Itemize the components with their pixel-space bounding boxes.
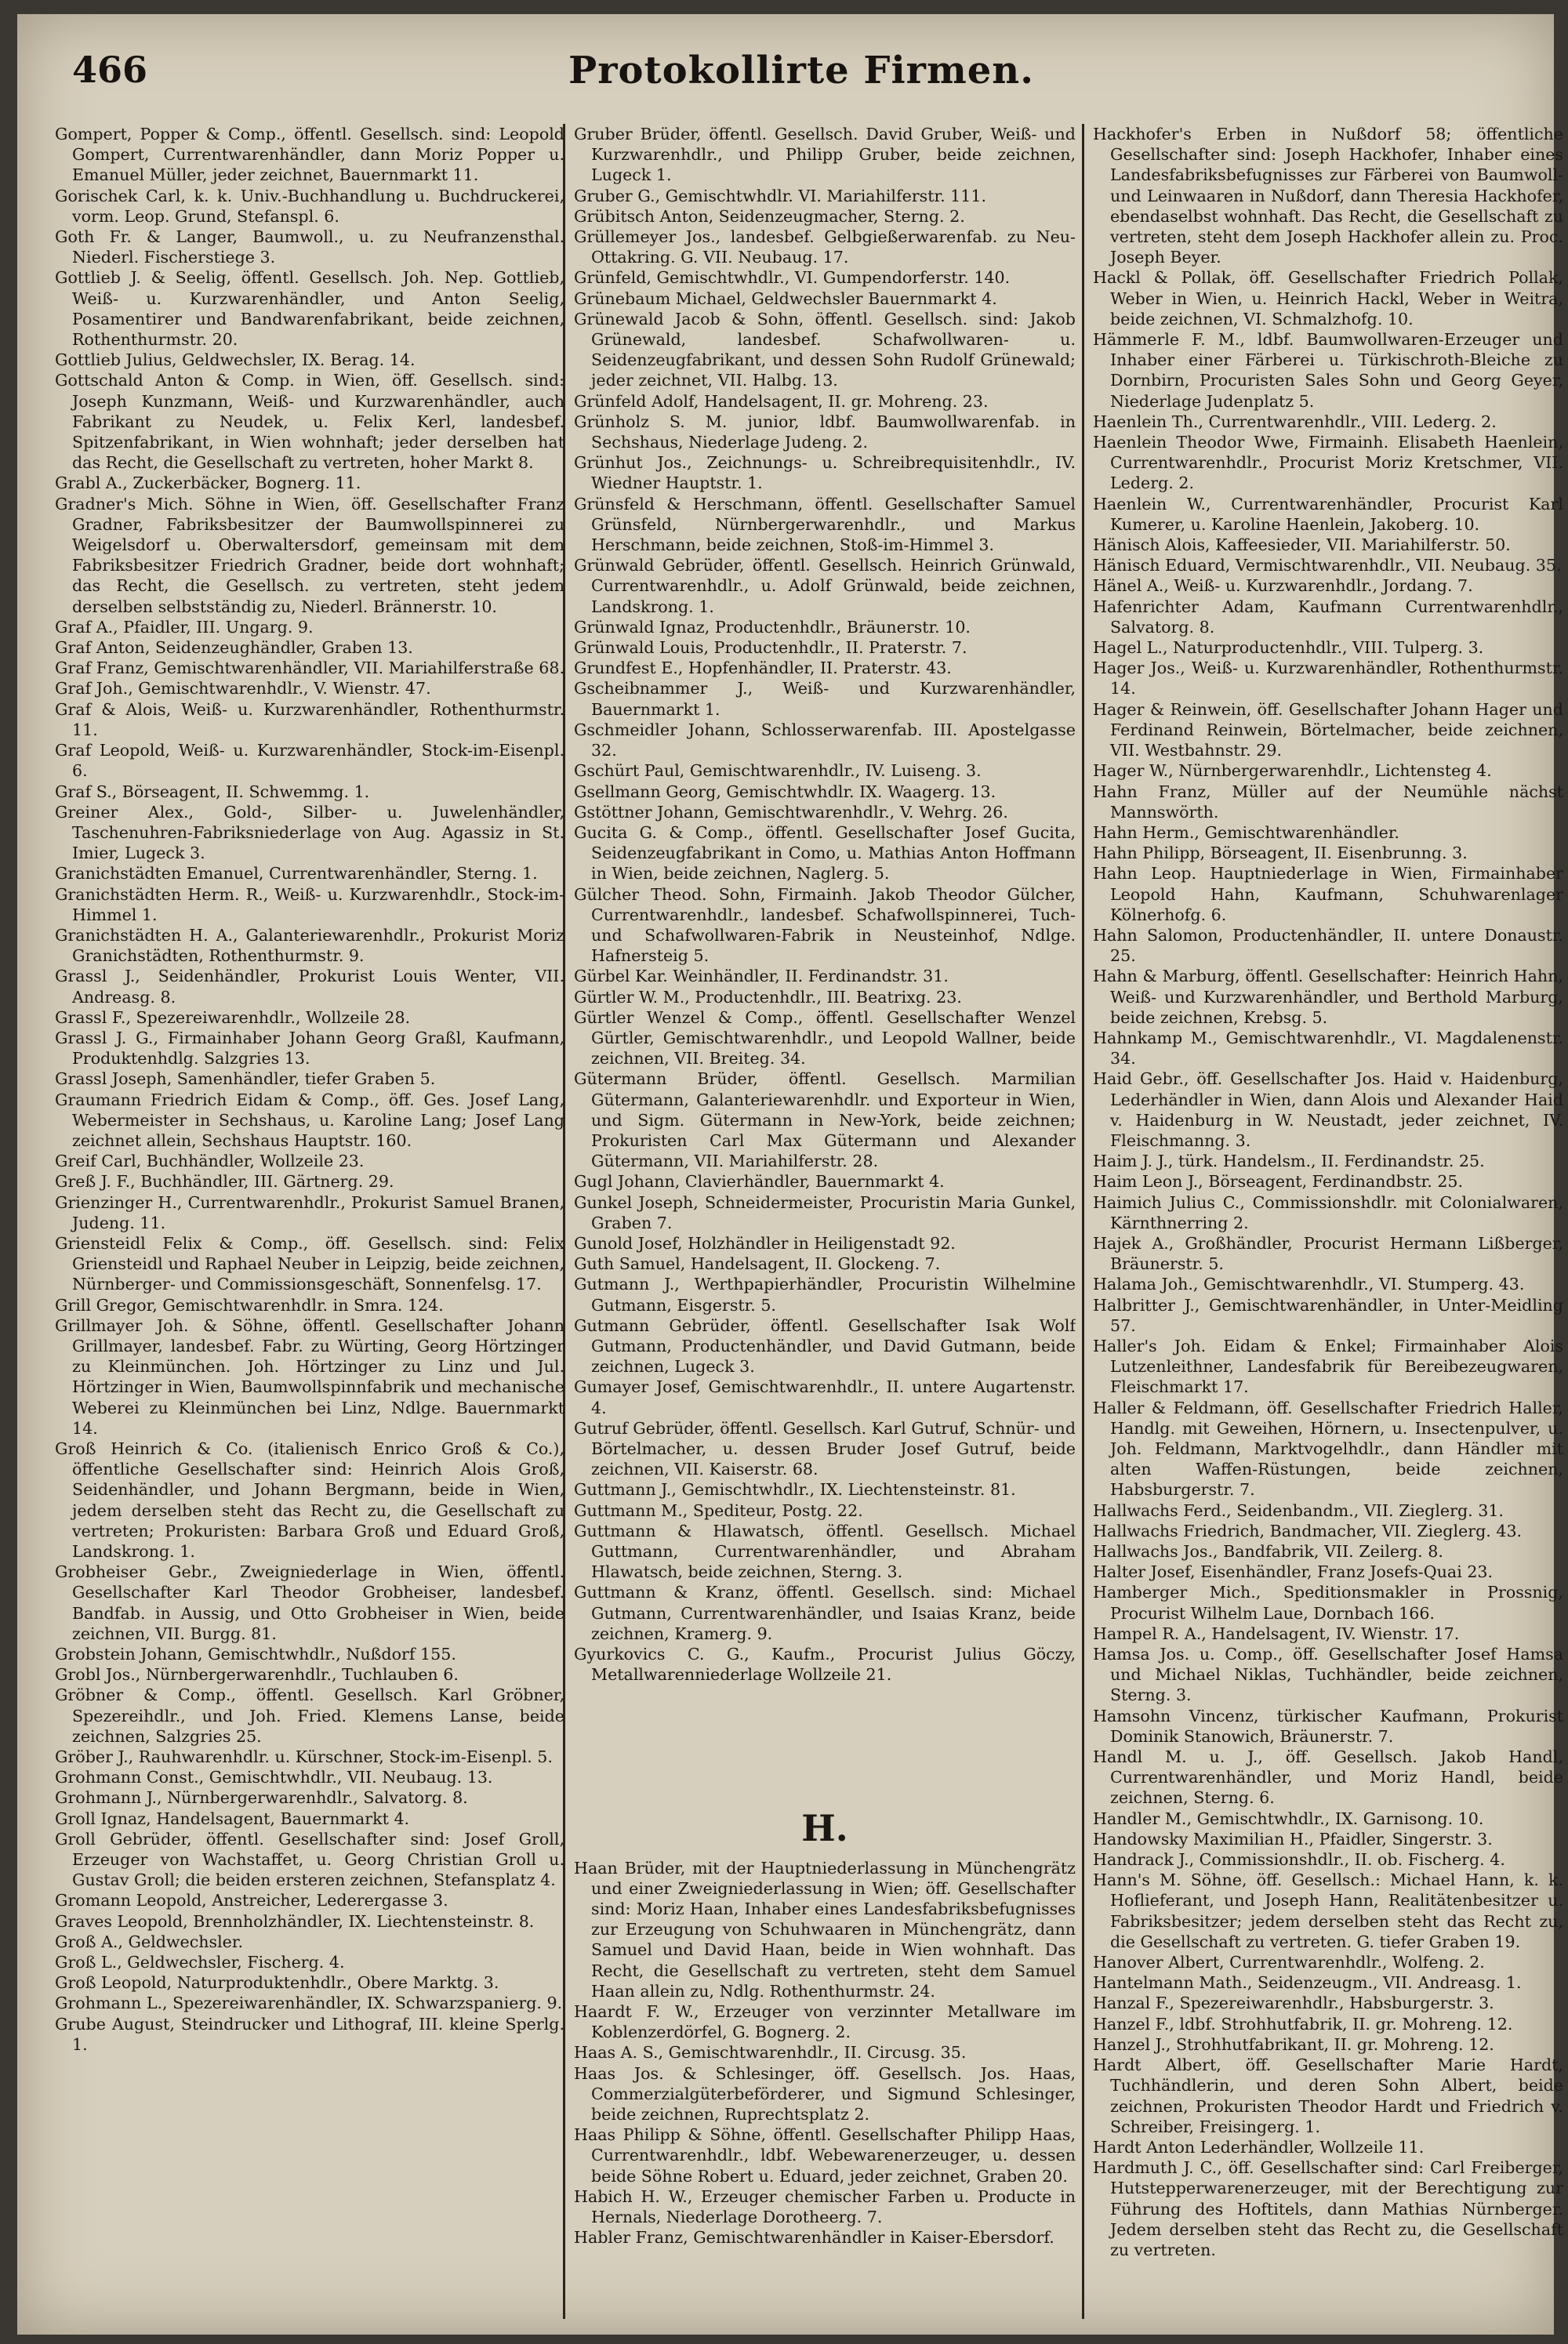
directory-entry: Groß Leopold, Naturproduktenhdlr., Obere Marktg. 3.: [55, 1973, 499, 1993]
column-left: [55, 124, 564, 2319]
directory-entry: Gürtler Wenzel & Comp., öffentl. Gesellschafter Wenzel Gürtler, Gemischtwarenhdlr., und Leopold Wallner, beide zeichnen, VII. Breiteg. 34.: [574, 1007, 1076, 1069]
directory-entry: Hahn Leop. Hauptniederlage in Wien, Firmainhaber Leopold Hahn, Kaufmann, Schuhwarenlager Kölnerhofg. 6.: [1093, 864, 1563, 924]
directory-entry: Granichstädten Herm. R., Weiß- u. Kurzwarenhdlr., Stock-im-Himmel 1.: [55, 884, 564, 924]
directory-entry: Gröbner & Comp., öffentl. Gesellsch. Karl Gröbner, Spezereihdlr., und Joh. Fried. Klemens Lanse, beide zeichnen, Salzgries 25.: [55, 1685, 564, 1746]
directory-entry: Grünewald Jacob & Sohn, öffentl. Gesellsch. sind: Jakob Grünewald, landesbef. Schafwollwaren- u. Seidenzeugfabrikant, und dessen Sohn Rudolf Grünewald; jeder zeichnet, VII. Halbg. 13.: [574, 309, 1076, 390]
directory-entry: Haimich Julius C., Commissionshdlr. mit Colonialwaren, Kärnthnerring 2.: [1093, 1192, 1563, 1232]
directory-entry: Gottschald Anton & Comp. in Wien, öff. Gesellsch. sind: Joseph Kunzmann, Weiß- und Kurzwarenhändler, auch Fabrikant zu Neudek, u. Felix Kerl, landesbef. Spitzenfabrikant, in Wien wohnhaft; jeder derselben hat das Recht, die Gesellschaft zu vertreten, hoher Markt 8.: [55, 371, 564, 473]
directory-entry: Hager & Reinwein, öff. Gesellschafter Johann Hager und Ferdinand Reinwein, Börtelmacher, beide zeichnen, VII. Westbahnstr. 29.: [1093, 699, 1563, 760]
directory-entry: Greß J. F., Buchhändler, III. Gärtnerg. 29.: [55, 1172, 394, 1192]
directory-entry: Hänisch Eduard, Vermischtwarenhdlr., VII. Neubaug. 35.: [1093, 556, 1562, 575]
directory-entry: Graf Leopold, Weiß- u. Kurzwarenhändler, Stock-im-Eisenpl. 6.: [55, 741, 564, 781]
directory-entry: Groß Heinrich & Co. (italienisch Enrico Groß & Co.), öffentliche Gesellschafter sind: Heinrich Alois Groß, Seidenhändler, und Johann Bergmann, beide in Wien, jedem derselben steht das Recht zu, die Gesellschaft zu vertreten; Prokuristen: Barbara Groß und Eduard Groß, Landskrong. 1.: [55, 1439, 564, 1562]
directory-entry: Guttmann & Hlawatsch, öffentl. Gesellsch. Michael Guttmann, Currentwarenhändler, und Abraham Hlawatsch, beide zeichnen, Sterng. 3.: [574, 1521, 1076, 1582]
directory-entry: Hackl & Pollak, öff. Gesellschafter Friedrich Pollak, Weber in Wien, u. Heinrich Hackl, Weber in Weitra, beide zeichnen, VI. Schmalzhofg. 10.: [1093, 268, 1563, 328]
directory-entry: Hamberger Mich., Speditionsmakler in Prossnig, Procurist Wilhelm Laue, Dornbach 166.: [1093, 1583, 1563, 1623]
directory-entry: Hamsa Jos. u. Comp., öff. Gesellschafter Josef Hamsa und Michael Niklas, Tuchhändler, beide zeichnen, Sterng. 3.: [1093, 1645, 1563, 1705]
directory-entry: Hallwachs Jos., Bandfabrik, VII. Zeilerg. 8.: [1093, 1542, 1443, 1562]
directory-entry: Guttmann J., Gemischtwhdlr., IX. Liechtensteinstr. 81.: [574, 1480, 1016, 1500]
directory-entry: Grohmann L., Spezereiwarenhändler, IX. Schwarzspanierg. 9.: [55, 1994, 563, 2013]
directory-entry: Hafenrichter Adam, Kaufmann Currentwarenhdlr., Salvatorg. 8.: [1093, 597, 1563, 637]
directory-entry: Gütermann Brüder, öffentl. Gesellsch. Marmilian Gütermann, Galanteriewarenhdlr. und Exporteur in Wien, und Sigm. Gütermann in New-York, beide zeichnen; Prokuristen Carl Max Gütermann und Alexander Gütermann, VII. Mariahilferstr. 28.: [574, 1069, 1076, 1171]
directory-entry: Gruber Brüder, öffentl. Gesellsch. David Gruber, Weiß- und Kurzwarenhdlr., und Philipp Gruber, beide zeichnen, Lugeck 1.: [574, 125, 1076, 185]
directory-entry: Groll Ignaz, Handelsagent, Bauernmarkt 4.: [55, 1809, 410, 1828]
directory-entry: Hahn Philipp, Börseagent, II. Eisenbrunng. 3.: [1093, 844, 1468, 863]
directory-entry: Grill Gregor, Gemischtwarenhdlr. in Smra. 124.: [55, 1295, 444, 1315]
section-heading: H.: [801, 1807, 848, 1850]
directory-entry: Grünfeld Adolf, Handelsagent, II. gr. Mohreng. 23.: [574, 391, 989, 411]
directory-entry: Hann's M. Söhne, öff. Gesellsch.: Michael Hann, k. k. Hoflieferant, und Joseph Hann, Realitätenbesitzer u. Fabriksbesitzer; jedem derselben steht das Recht zu, die Gesellschaft zu vertreten. G. tiefer Graben 19.: [1093, 1870, 1563, 1951]
directory-entry: Hardmuth J. C., öff. Gesellschafter sind: Carl Freiberger, Hutstepperwarenerzeuger, mit der Berechtigung zur Führung des Hoftitels, dann Mathias Nürnberger. Jedem derselben steht das Recht zu, die Gesellschaft zu vertreten.: [1093, 2158, 1563, 2259]
directory-entry: Gottlieb Julius, Geldwechsler, IX. Berag. 14.: [55, 350, 416, 370]
directory-entry: Gürtler W. M., Productenhdlr., III. Beatrixg. 23.: [574, 987, 962, 1007]
directory-entry: Gottlieb J. & Seelig, öffentl. Gesellsch. Joh. Nep. Gottlieb, Weiß- u. Kurzwarenhändler, und Anton Seelig, Posamentirer und Bandwarenfabrikant, beide zeichnen, Rothenthurmstr. 20.: [55, 268, 564, 350]
directory-entry: Gunkel Joseph, Schneidermeister, Procuristin Maria Gunkel, Graben 7.: [574, 1192, 1076, 1232]
directory-entry: Hardt Albert, öff. Gesellschafter Marie Hardt, Tuchhändlerin, und deren Sohn Albert, beide zeichnen, Prokuristen Theodor Hardt und Friedrich v. Schreiber, Freisingerg. 1.: [1093, 2056, 1563, 2136]
directory-entry: Hallwachs Ferd., Seidenbandm., VII. Zieglerg. 31.: [1093, 1500, 1504, 1520]
page-number: 466: [72, 49, 148, 91]
directory-entry: Handowsky Maximilian H., Pfaidler, Singerstr. 3.: [1093, 1829, 1493, 1849]
directory-entry: Grillmayer Joh. & Söhne, öffentl. Gesellschafter Johann Grillmayer, landesbef. Fabr. zu Würting, Georg Hörtzinger zu Kleinmünchen. Joh. Hörtzinger zu Linz und Jul. Hörtzinger in Wien, Baumwollspinnfabrik und mechanische Weberei zu Kleinmünchen bei Linz, Ndlge. Bauernmarkt 14.: [55, 1315, 564, 1438]
directory-entry: Grünsfeld & Herschmann, öffentl. Gesellschafter Samuel Grünsfeld, Nürnbergerwarenhdlr., und Markus Herschmann, beide zeichnen, Stoß-im-Himmel 3.: [574, 494, 1076, 555]
directory-entry: Guth Samuel, Handelsagent, II. Glockeng. 7.: [574, 1254, 941, 1274]
directory-entry: Greif Carl, Buchhändler, Wollzeile 23.: [55, 1152, 365, 1171]
directory-entry: Granichstädten H. A., Galanteriewarenhdlr., Prokurist Moriz Granichstädten, Rothenthurmstr. 9.: [55, 925, 564, 966]
directory-entry: Hanover Albert, Currentwarenhdlr., Wolfeng. 2.: [1093, 1953, 1485, 1972]
directory-entry: Graves Leopold, Brennholzhändler, IX. Liechtensteinstr. 8.: [55, 1911, 535, 1931]
directory-entry: Haenlein Theodor Wwe, Firmainh. Elisabeth Haenlein, Currentwarenhdlr., Procurist Moriz Kretschmer, VII. Lederg. 2.: [1093, 433, 1563, 493]
directory-entry: Gucita G. & Comp., öffentl. Gesellschafter Josef Gucita, Seidenzeugfabrikant in Como, u. Mathias Anton Hoffmann in Wien, beide zeichnen, Naglerg. 5.: [574, 822, 1076, 884]
directory-entry: Gruber G., Gemischtwhdlr. VI. Mariahilferstr. 111.: [574, 186, 987, 205]
directory-entry: Gürbel Kar. Weinhändler, II. Ferdinandstr. 31.: [574, 967, 949, 986]
directory-entry: Groß L., Geldwechsler, Fischerg. 4.: [55, 1953, 345, 1972]
directory-entry: Grobl Jos., Nürnbergerwarenhdlr., Tuchlauben 6.: [55, 1665, 459, 1685]
directory-entry: Graf Franz, Gemischtwarenhändler, VII. Mariahilferstraße 68.: [55, 659, 564, 678]
directory-entry: Haim Leon J., Börseagent, Ferdinandbstr. 25.: [1093, 1172, 1464, 1192]
directory-entry: Graf & Alois, Weiß- u. Kurzwarenhändler, Rothenthurmstr. 11.: [55, 699, 564, 739]
directory-entry: Hahn Salomon, Productenhändler, II. untere Donaustr. 25.: [1093, 925, 1563, 966]
directory-entry: Hallwachs Friedrich, Bandmacher, VII. Zieglerg. 43.: [1093, 1521, 1523, 1540]
directory-entry: Gschürt Paul, Gemischtwarenhdlr., IV. Luiseng. 3.: [574, 761, 982, 781]
directory-entry: Gorischek Carl, k. k. Univ.-Buchhandlung u. Buchdruckerei, vorm. Leop. Grund, Stefanspl. 6.: [55, 186, 564, 226]
directory-entry: Habler Franz, Gemischtwarenhändler in Kaiser-Ebersdorf.: [574, 2228, 1054, 2248]
directory-entry: Groll Gebrüder, öffentl. Gesellschafter sind: Josef Groll, Erzeuger von Wachstaffet, u. Georg Christian Groll u. Gustav Groll; die beiden ersteren zeichnen, Stefansplatz 4.: [55, 1829, 564, 1890]
directory-entry: Hagel L., Naturproductenhdlr., VIII. Tulperg. 3.: [1093, 638, 1484, 658]
directory-entry: Grünfeld, Gemischtwhdlr., VI. Gumpendorferstr. 140.: [574, 268, 1011, 288]
directory-entry: Grassl J. G., Firmainhaber Johann Georg Graßl, Kaufmann, Produktenhdlg. Salzgries 13.: [55, 1028, 564, 1069]
directory-entry: Grube August, Steindrucker und Lithograf, III. kleine Sperlg. 1.: [55, 2014, 564, 2054]
directory-entry: Hahn Herm., Gemischtwarenhändler.: [1093, 822, 1399, 842]
directory-entry: Grienzinger H., Currentwarenhdlr., Prokurist Samuel Branen, Judeng. 11.: [55, 1192, 564, 1232]
directory-entry: Gutruf Gebrüder, öffentl. Gesellsch. Karl Gutruf, Schnür- und Börtelmacher, u. dessen Bruder Josef Gutruf, beide zeichnen, VII. Kaiserstr. 68.: [574, 1418, 1076, 1479]
directory-entry: Gugl Johann, Clavierhändler, Bauernmarkt 4.: [574, 1172, 945, 1192]
directory-entry: Hahn & Marburg, öffentl. Gesellschafter: Heinrich Hahn, Weiß- und Kurzwarenhändler, und Berthold Marburg, beide zeichnen, Krebsg. 5.: [1093, 967, 1563, 1027]
directory-entry: Hajek A., Großhändler, Procurist Hermann Lißberger, Bräunerstr. 5.: [1093, 1233, 1563, 1274]
directory-entry: Grünebaum Michael, Geldwechsler Bauernmarkt 4.: [574, 288, 997, 308]
directory-entry: Haas Jos. & Schlesinger, öff. Gesellsch. Jos. Haas, Commerzialgüterbeförderer, und Sigmund Schlesinger, beide zeichnen, Ruprechtsplatz 2.: [574, 2063, 1076, 2124]
directory-entry: Halama Joh., Gemischtwarenhdlr., VI. Stumperg. 43.: [1093, 1275, 1525, 1294]
directory-entry: Graf Joh., Gemischtwarenhdlr., V. Wienstr. 47.: [55, 679, 431, 698]
directory-entry: Gscheibnammer J., Weiß- und Kurzwarenhändler, Bauernmarkt 1.: [574, 679, 1076, 719]
directory-page: [17, 14, 1563, 2335]
directory-entry: Grüllemeyer Jos., landesbef. Gelbgießerwarenfab. zu Neu-Ottakring. G. VII. Neubaug. 17.: [574, 227, 1076, 267]
page-header: [56, 38, 1546, 100]
directory-entry: Gröber J., Rauhwarenhdlr. u. Kürschner, Stock-im-Eisenpl. 5.: [55, 1747, 553, 1767]
directory-entry: Grundfest E., Hopfenhändler, II. Praterstr. 43.: [574, 659, 952, 678]
directory-entry: Handrack J., Commissionshdlr., II. ob. Fischerg. 4.: [1093, 1850, 1505, 1870]
directory-entry: Grünwald Gebrüder, öffentl. Gesellsch. Heinrich Grünwald, Currentwarenhdlr., u. Adolf Grünwald, beide zeichnen, Landskrong. 1.: [574, 556, 1076, 616]
directory-entry: Gülcher Theod. Sohn, Firmainh. Jakob Theodor Gülcher, Currentwarenhdlr., landesbef. Schafwollspinnerei, Tuch- und Schafwollwaren-Fabrik in Neusteinhof, Ndlge. Hafnersteig 5.: [574, 884, 1076, 966]
directory-entry: Gutmann J., Werthpapierhändler, Procuristin Wilhelmine Gutmann, Eisgerstr. 5.: [574, 1275, 1076, 1315]
directory-entry: Hahnkamp M., Gemischtwarenhdlr., VI. Magdalenenstr. 34.: [1093, 1028, 1563, 1069]
directory-entry: Graf A., Pfaidler, III. Ungarg. 9.: [55, 617, 314, 637]
directory-entry: Gunold Josef, Holzhändler in Heiligenstadt 92.: [574, 1233, 956, 1253]
directory-entry: Hanzel J., Strohhutfabrikant, II. gr. Mohreng. 12.: [1093, 2034, 1494, 2054]
directory-entry: Hager Jos., Weiß- u. Kurzwarenhändler, Rothenthurmstr. 14.: [1093, 659, 1563, 698]
directory-entry: Greiner Alex., Gold-, Silber- u. Juwelenhändler, Taschenuhren-Fabriksniederlage von Aug. Agassiz in St. Imier, Lugeck 3.: [55, 802, 564, 863]
directory-entry: Halter Josef, Eisenhändler, Franz Josefs-Quai 23.: [1093, 1562, 1494, 1582]
column-right: [1093, 124, 1563, 2319]
directory-entry: Hämmerle F. M., ldbf. Baumwollwaren-Erzeuger und Inhaber einer Färberei u. Türkischroth-Bleiche zu Dornbirn, Procuristen Sales Sohn und Georg Geyer, Niederlage Judenplatz 5.: [1093, 330, 1563, 411]
directory-entry: Gompert, Popper & Comp., öffentl. Gesellsch. sind: Leopold Gompert, Currentwarenhändler, dann Moriz Popper u. Emanuel Müller, jeder zeichnet, Bauernmarkt 11.: [55, 125, 564, 185]
directory-entry: Hampel R. A., Handelsagent, IV. Wienstr. 17.: [1093, 1624, 1460, 1643]
directory-entry: Haim J. J., türk. Handelsm., II. Ferdinandstr. 25.: [1093, 1152, 1485, 1171]
directory-entry: Grünwald Louis, Productenhdlr., II. Praterstr. 7.: [574, 638, 967, 658]
directory-entry: Grünhut Jos., Zeichnungs- u. Schreibrequisitenhdlr., IV. Wiedner Hauptstr. 1.: [574, 453, 1076, 493]
directory-entry: Hänisch Alois, Kaffeesieder, VII. Mariahilferstr. 50.: [1093, 535, 1511, 555]
directory-entry: Handl M. u. J., öff. Gesellsch. Jakob Handl, Currentwarenhändler, und Moriz Handl, beide zeichnen, Sterng. 6.: [1093, 1747, 1563, 1808]
directory-entry: Haas A. S., Gemischtwarenhdlr., II. Circusg. 35.: [574, 2043, 967, 2063]
directory-entry: Grohmann J., Nürnbergerwarenhdlr., Salvatorg. 8.: [55, 1788, 468, 1808]
directory-entry: Habich H. W., Erzeuger chemischer Farben u. Producte in Hernals, Niederlage Dorotheerg. 7.: [574, 2186, 1076, 2227]
directory-entry: Graf Anton, Seidenzeughändler, Graben 13.: [55, 638, 413, 658]
running-title: Protokollirte Firmen.: [568, 49, 1034, 93]
directory-entry: Haller's Joh. Eidam & Enkel; Firmainhaber Alois Lutzenleithner, Landesfabrik für Bereibezeugwaren, Fleischmarkt 17.: [1093, 1336, 1563, 1397]
directory-entry: Gsellmann Georg, Gemischtwhdlr. IX. Waagerg. 13.: [574, 782, 996, 801]
directory-entry: Haan Brüder, mit der Hauptniederlassung in Münchengrätz und einer Zweigniederlassung in Wien; öff. Gesellschafter sind: Moriz Haan, Inhaber eines Landesfabriksbefugnisses zur Erzeugung von Schuhwaaren in Münchengrätz, dann Samuel und David Haan, beide in Wien wohnhaft. Das Recht, die Gesellschaft zu vertreten, steht dem Samuel Haan allein zu, Ndlg. Rothenthurmstr. 24.: [574, 1858, 1076, 2001]
directory-entry: Haenlein W., Currentwarenhändler, Procurist Karl Kumerer, u. Karoline Haenlein, Jakoberg. 10.: [1093, 494, 1563, 534]
directory-entry: Haardt F. W., Erzeuger von verzinnter Metallware im Koblenzerdörfel, G. Bognerg. 2.: [574, 2002, 1076, 2042]
directory-entry: Hanzel F., ldbf. Strohhutfabrik, II. gr. Mohreng. 12.: [1093, 2014, 1513, 2034]
directory-entry: Hamsohn Vincenz, türkischer Kaufmann, Prokurist Dominik Stanowich, Bräunerstr. 7.: [1093, 1706, 1563, 1746]
directory-entry: Griensteidl Felix & Comp., öff. Gesellsch. sind: Felix Griensteidl und Raphael Neuber in Leipzig, beide zeichnen, Nürnberger- und Commissionsgeschäft, Sonnenfelsg. 17.: [55, 1233, 564, 1294]
directory-entry: Grünwald Ignaz, Productenhdlr., Bräunerstr. 10.: [574, 617, 971, 637]
directory-entry: Hanzal F., Spezereiwarenhdlr., Habsburgerstr. 3.: [1093, 1994, 1494, 2013]
directory-entry: Grobheiser Gebr., Zweigniederlage in Wien, öffentl. Gesellschafter Karl Theodor Grobheiser, landesbef. Bandfab. in Aussig, und Otto Grobheiser in Wien, beide zeichnen, VII. Burgg. 81.: [55, 1562, 564, 1643]
directory-entry: Gradner's Mich. Söhne in Wien, öff. Gesellschafter Franz Gradner, Fabriksbesitzer der Baumwollspinnerei zu Weigelsdorf u. Oberwaltersdorf, gemeinsam mit dem Fabriksbesitzer Friedrich Gradner, beide dort wohnhaft; das Recht, die Gesellsch. zu vertreten, steht jedem derselben selbstständig zu, Niederl. Brännerstr. 10.: [55, 494, 564, 616]
directory-entry: Hardt Anton Lederhändler, Wollzeile 11.: [1093, 2137, 1425, 2157]
directory-entry: Grohmann Const., Gemischtwhdlr., VII. Neubaug. 13.: [55, 1768, 493, 1787]
directory-entry: Halbritter J., Gemischtwarenhändler, in Unter-Meidling 57.: [1093, 1295, 1563, 1335]
directory-entry: Grünholz S. M. junior, ldbf. Baumwollwarenfab. in Sechshaus, Niederlage Judeng. 2.: [574, 412, 1076, 452]
column-divider: [1082, 124, 1084, 2319]
directory-entry: Granichstädten Emanuel, Currentwarenhändler, Sterng. 1.: [55, 864, 538, 884]
directory-entry: Haas Philipp & Söhne, öffentl. Gesellschafter Philipp Haas, Currentwarenhdlr., ldbf. Webewarenerzeuger, u. dessen beide Söhne Robert u. Eduard, jeder zeichnet, Graben 20.: [574, 2125, 1076, 2186]
directory-entry: Grobstein Johann, Gemischtwhdlr., Nußdorf 155.: [55, 1645, 456, 1664]
directory-entry: Gutmann Gebrüder, öffentl. Gesellschafter Isak Wolf Gutmann, Productenhändler, und David Gutmann, beide zeichnen, Lugeck 3.: [574, 1315, 1076, 1377]
directory-entry: Grassl F., Spezereiwarenhdlr., Wollzeile 28.: [55, 1007, 411, 1027]
directory-entry: Hänel A., Weiß- u. Kurzwarenhdlr., Jordang. 7.: [1093, 576, 1473, 596]
directory-entry: Gumayer Josef, Gemischtwarenhdlr., II. untere Augartenstr. 4.: [574, 1377, 1076, 1417]
directory-entry: Guttmann & Kranz, öffentl. Gesellsch. sind: Michael Gutmann, Currentwarenhändler, und Isaias Kranz, beide zeichnen, Kramerg. 9.: [574, 1583, 1076, 1643]
directory-entry: Haenlein Th., Currentwarenhdlr., VIII. Lederg. 2.: [1093, 412, 1497, 431]
directory-entry: Grübitsch Anton, Seidenzeugmacher, Sterng. 2.: [574, 206, 965, 226]
directory-entry: Graumann Friedrich Eidam & Comp., öff. Ges. Josef Lang, Webermeister in Sechshaus, u. Karoline Lang; Josef Lang zeichnet allein, Sechshaus Hauptstr. 160.: [55, 1090, 564, 1150]
directory-entry: Groß A., Geldwechsler.: [55, 1932, 243, 1951]
directory-entry: Gstöttner Johann, Gemischtwarenhdlr., V. Wehrg. 26.: [574, 802, 1008, 822]
directory-entry: Hantelmann Math., Seidenzeugm., VII. Andreasg. 1.: [1093, 1973, 1522, 1993]
directory-entry: Gyurkovics C. G., Kaufm., Procurist Julius Göczy, Metallwarenniederlage Wollzeile 21.: [574, 1645, 1076, 1685]
directory-entry: Hackhofer's Erben in Nußdorf 58; öffentliche Gesellschafter sind: Joseph Hackhofer, Inhaber eines Landesfabriksbefugnisses zur Färberei von Baumwoll- und Leinwaaren in Nußdorf, dann Theresia Hackhofer, ebendaselbst wohnhaft. Das Recht, die Gesellschaft zu vertreten, steht dem Joseph Hackhofer allein zu. Proc. Joseph Beyer.: [1093, 125, 1563, 267]
directory-entry: Grassl J., Seidenhändler, Prokurist Louis Wenter, VII. Andreasg. 8.: [55, 967, 564, 1007]
directory-entry: Haid Gebr., öff. Gesellschafter Jos. Haid v. Haidenburg, Lederhändler in Wien, dann Alois und Alexander Haid v. Haidenburg in W. Neustadt, jeder zeichnet, IV. Fleischmanng. 3.: [1093, 1069, 1563, 1150]
directory-entry: Hahn Franz, Müller auf der Neumühle nächst Mannswörth.: [1093, 782, 1563, 822]
directory-entry: Grassl Joseph, Samenhändler, tiefer Graben 5.: [55, 1069, 436, 1089]
directory-entry: Goth Fr. & Langer, Baumwoll., u. zu Neufranzensthal. Niederl. Fischerstiege 3.: [55, 227, 564, 267]
directory-entry: Gschmeidler Johann, Schlosserwarenfab. III. Apostelgasse 32.: [574, 720, 1076, 760]
directory-entry: Guttmann M., Spediteur, Postg. 22.: [574, 1500, 863, 1520]
directory-entry: Handler M., Gemischtwhdlr., IX. Garnisong. 10.: [1093, 1809, 1484, 1828]
directory-entry: Haller & Feldmann, öff. Gesellschafter Friedrich Haller, Handlg. mit Geweihen, Hörnern, u. Insectenpulver, u. Joh. Feldmann, Marktvogelhdlr., dann Händler mit alten Waffen-Rüstungen, beide zeichnen, Habsburgerstr. 7.: [1093, 1398, 1563, 1500]
directory-entry: Gromann Leopold, Anstreicher, Lederergasse 3.: [55, 1891, 448, 1910]
directory-entry: Graf S., Börseagent, II. Schwemmg. 1.: [55, 782, 370, 801]
directory-entry: Hager W., Nürnbergerwarenhdlr., Lichtensteg 4.: [1093, 761, 1492, 781]
directory-entry: Grabl A., Zuckerbäcker, Bognerg. 11.: [55, 474, 361, 493]
column-middle: [574, 124, 1076, 2319]
